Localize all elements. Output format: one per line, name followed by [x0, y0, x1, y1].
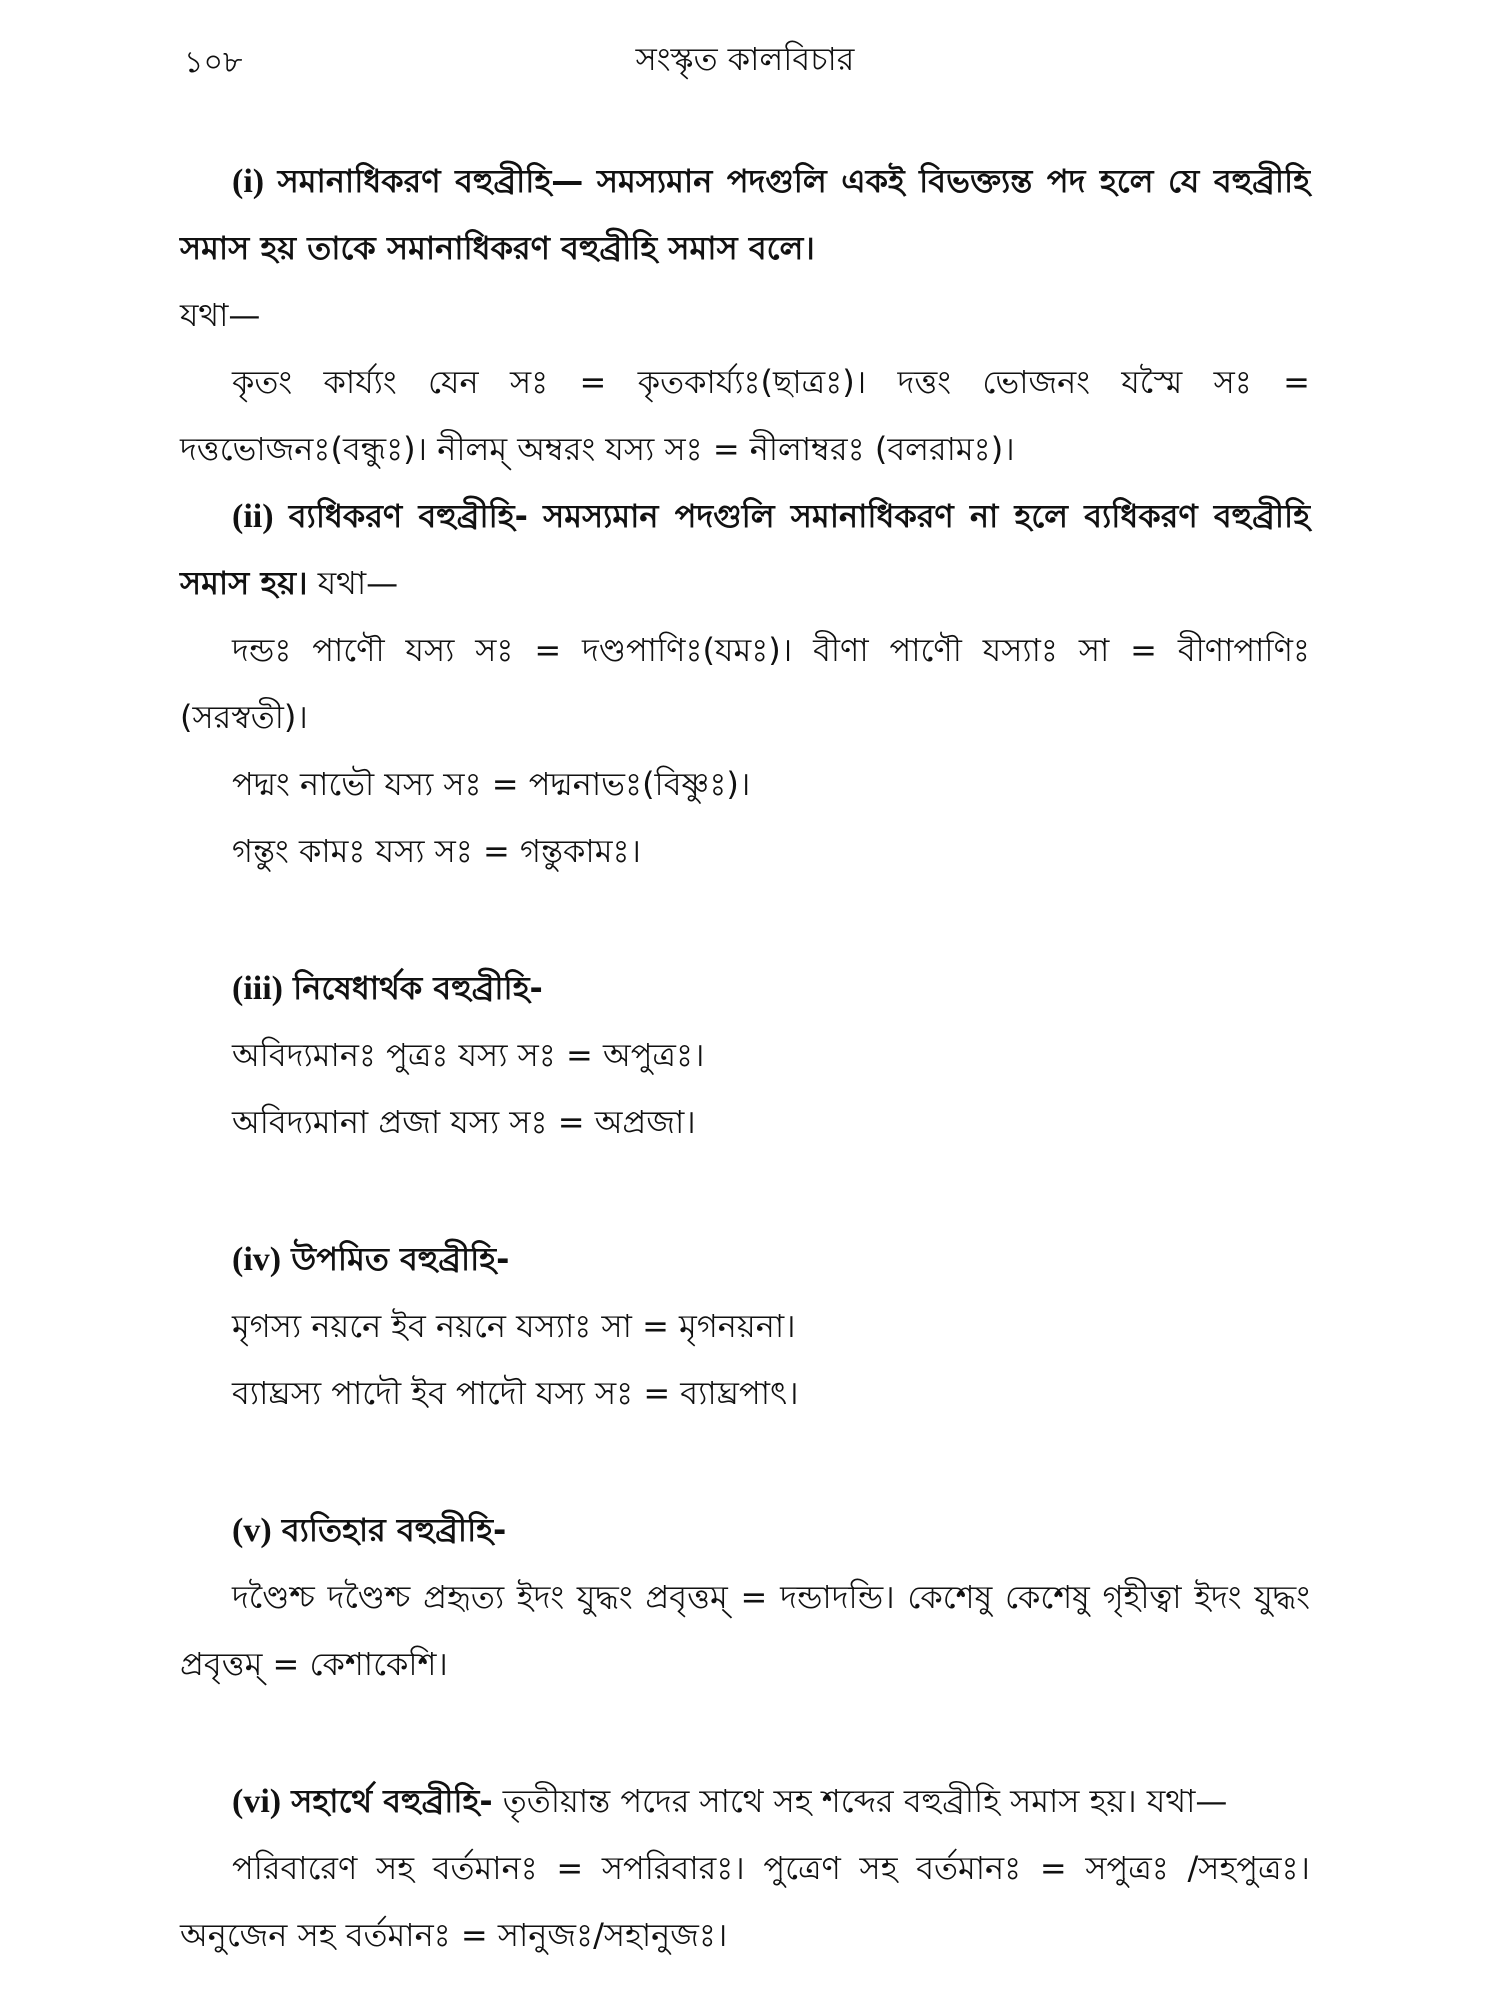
section-vi-definition: [180, 1768, 1310, 1835]
section-vi-definition-text: তৃতীয়ান্ত পদের সাথে সহ শব্দের বহুব্রীহি সমাস হয়।: [502, 1782, 1137, 1820]
section-i-numeral: (i): [232, 163, 265, 200]
section-i-intro: যথা—: [180, 296, 261, 334]
section-iii-heading-line: [180, 955, 1310, 1022]
running-title: সংস্কৃত কালবিচার: [635, 40, 855, 78]
spacer: [180, 885, 1310, 955]
section-i-heading: সমানাধিকরণ বহুব্রীহি—: [277, 162, 584, 200]
section-v-numeral: (v): [232, 1512, 272, 1549]
spacer: [180, 1156, 1310, 1226]
section-ii-example-1: দন্ডঃ পাণৌ যস্য সঃ = দণ্ডপাণিঃ(যমঃ)। বীণা পাণৌ যস্যাঃ সা = বীণাপাণিঃ (সরস্বতী)।: [180, 631, 1310, 736]
section-iv-example-1: মৃগস্য নয়নে ইব নয়নে যস্যাঃ সা = মৃগনয়না।: [232, 1307, 796, 1345]
section-ii-heading: ব্যধিকরণ বহুব্রীহি-: [288, 497, 528, 535]
section-iii-numeral: (iii): [232, 970, 283, 1007]
section-iii-example-1: অবিদ্যমানঃ পুত্রঃ যস্য সঃ = অপুত্রঃ।: [232, 1036, 705, 1074]
section-iii-example-2: অবিদ্যমানা প্রজা যস্য সঃ = অপ্রজা।: [232, 1103, 696, 1141]
section-iii-heading: নিষেধার্থক বহুব্রীহি-: [293, 969, 543, 1007]
section-vi-heading: সহার্থে বহুব্রীহি-: [291, 1782, 493, 1820]
section-ii-example-2: পদ্মং নাভৌ যস্য সঃ = পদ্মনাভঃ(বিষ্ণুঃ)।: [232, 765, 751, 803]
section-iv-heading-line: [180, 1226, 1310, 1293]
spacer: [180, 1698, 1310, 1768]
section-vi-numeral: (vi): [232, 1783, 282, 1820]
section-ii-example-3: গন্তুং কামঃ যস্য সঃ = গন্তুকামঃ।: [232, 832, 641, 870]
section-v-example: দণ্ডৈশ্চ দণ্ডৈশ্চ প্রহৃত্য ইদং যুদ্ধং প্রবৃত্তম্ = দন্ডাদন্ডি। কেশেষু কেশেষু গৃহীত্বা ইদং যুদ্ধং প্রবৃত্তম্ = কেশাকেশি।: [180, 1578, 1310, 1683]
section-ii-definition: [180, 483, 1310, 617]
section-ii-intro: যথা—: [317, 564, 399, 602]
section-iv-heading: উপমিত বহুব্রীহি-: [291, 1240, 510, 1278]
section-iv-numeral: (iv): [232, 1241, 282, 1278]
section-i-example: কৃতং কার্য্যং যেন সঃ = কৃতকার্য্যঃ(ছাত্রঃ)। দত্তং ভোজনং যস্মৈ সঃ = দত্তভোজনঃ(বন্ধুঃ)। নীলম্ অম্বরং যস্য সঃ = নীলাম্বরঃ (বলরামঃ)।: [180, 363, 1310, 468]
section-v-heading: ব্যতিহার বহুব্রীহি-: [281, 1511, 507, 1549]
spacer: [180, 1427, 1310, 1497]
section-vi-intro: যথা—: [1146, 1782, 1228, 1820]
section-v-heading-line: [180, 1497, 1310, 1564]
page-header: [180, 28, 1310, 88]
page-number: ১০৮: [184, 45, 243, 80]
section-vi-example: পরিবারেণ সহ বর্তমানঃ = সপরিবারঃ। পুত্রেণ সহ বর্তমানঃ = সপুত্রঃ /সহপুত্রঃ। অনুজেন সহ বর্তমানঃ = সানুজঃ/সহানুজঃ।: [180, 1849, 1310, 1954]
section-i-definition-text: সমস্যমান পদগুলি একই বিভক্ত্যন্ত পদ হলে যে বহুব্রীহি সমাস হয় তাকে সমানাধিকরণ বহুব্রীহি সমাস বলে।: [180, 162, 1311, 267]
section-i-definition: [180, 148, 1310, 282]
section-iv-example-2: ব্যাঘ্রস্য পাদৌ ইব পাদৌ যস্য সঃ = ব্যাঘ্রপাৎ।: [232, 1374, 799, 1412]
section-ii-numeral: (ii): [232, 498, 274, 535]
section-ii-definition-text: সমস্যমান পদগুলি সমানাধিকরণ না হলে ব্যধিকরণ বহুব্রীহি সমাস হয়।: [180, 497, 1311, 602]
